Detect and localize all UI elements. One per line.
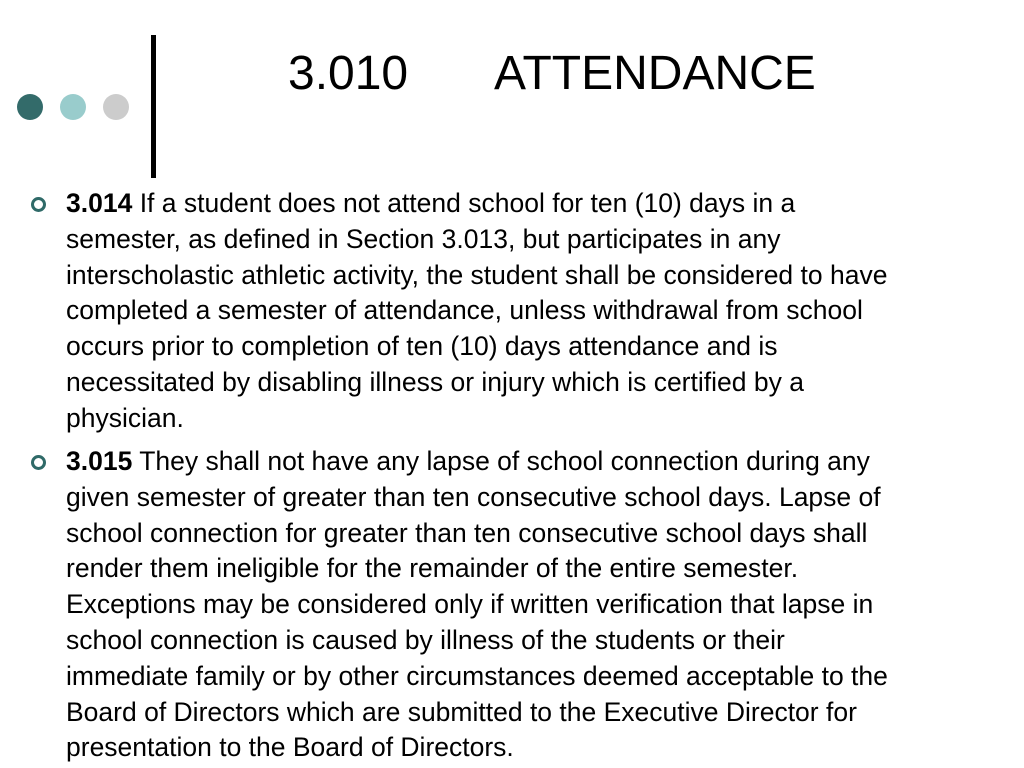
text-line: presentation to the Board of Directors. bbox=[66, 732, 514, 763]
title-number: 3.010 bbox=[288, 47, 409, 100]
section-label: 3.014 bbox=[66, 188, 133, 218]
text-line: necessitated by disabling illness or injury which is certified by a bbox=[66, 366, 804, 397]
text-line: interscholastic athletic activity, the student shall be considered to have bbox=[66, 259, 888, 290]
text-line: If a student does not attend school for ten (10) days in a bbox=[132, 188, 796, 218]
text-line: Board of Directors which are submitted to the Executive Director for bbox=[66, 696, 857, 727]
title-divider bbox=[151, 35, 156, 178]
text-line: school connection for greater than ten consecutive school days shall bbox=[66, 517, 868, 548]
bullet-icon bbox=[31, 455, 46, 470]
text-line: given semester of greater than ten consecutive school days. Lapse of bbox=[66, 481, 881, 512]
text-line: school connection is caused by illness of the students or their bbox=[66, 624, 785, 655]
paragraph-3-014 bbox=[66, 186, 887, 437]
bullet-icon bbox=[31, 197, 46, 212]
text-line: occurs prior to completion of ten (10) days attendance and is bbox=[66, 331, 778, 362]
text-line: They shall not have any lapse of school connection during any bbox=[132, 446, 870, 476]
page-title: ATTENDANCE bbox=[494, 47, 816, 100]
text-line: completed a semester of attendance, unless withdrawal from school bbox=[66, 295, 863, 326]
decorative-dot-light bbox=[60, 94, 86, 120]
text-line: immediate family or by other circumstances deemed acceptable to the bbox=[66, 660, 888, 691]
text-line: physician. bbox=[66, 402, 184, 433]
text-line: Exceptions may be considered only if written verification that lapse in bbox=[66, 589, 874, 620]
decorative-dot-dark bbox=[17, 94, 43, 120]
paragraph-3-015 bbox=[66, 444, 888, 766]
section-label: 3.015 bbox=[66, 446, 133, 476]
text-line: render them ineligible for the remainder of the entire semester. bbox=[66, 553, 799, 584]
text-line: semester, as defined in Section 3.013, but participates in any bbox=[66, 223, 781, 254]
decorative-dot-gray bbox=[103, 94, 129, 120]
